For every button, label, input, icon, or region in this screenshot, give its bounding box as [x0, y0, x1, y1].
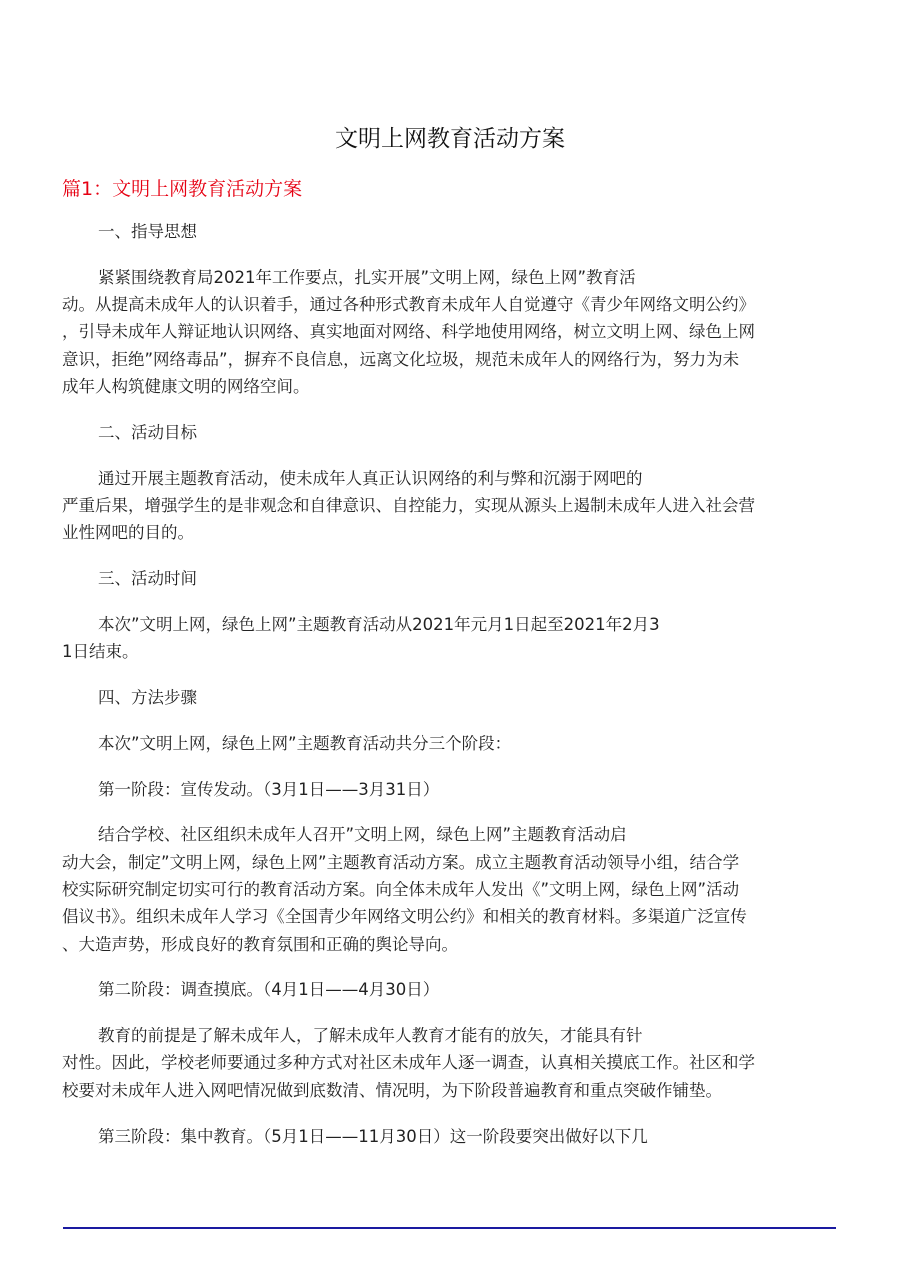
paragraph-line: 教育的前提是了解未成年人，了解未成年人教育才能有的放矢，才能具有针 [98, 1026, 643, 1046]
paragraph-line: ，引导未成年人辩证地认识网络、真实地面对网络、科学地使用网络，树立文明上网、绿色上网 [62, 322, 755, 342]
paragraph-heading-line: 第三阶段：集中教育。（5月1日——11月30日）这一阶段要突出做好以下几 [98, 1126, 648, 1146]
paragraph-heading-line: 第二阶段：调查摸底。（4月1日——4月30日） [98, 980, 440, 1000]
paragraph-heading-line: 四、方法步骤 [98, 687, 197, 707]
footer-divider [63, 1227, 836, 1229]
paragraph-heading-line: 二、活动目标 [98, 422, 197, 442]
document-title: 文明上网教育活动方案 [335, 126, 565, 152]
paragraph-line: 、大造声势，形成良好的教育氛围和正确的舆论导向。 [62, 934, 458, 954]
paragraph-line: 动。从提高未成年人的认识着手，通过各种形式教育未成年人自觉遵守《青少年网络文明公约》 [62, 295, 755, 315]
paragraph-line: 本次”文明上网，绿色上网”主题教育活动从2021年元月1日起至2021年2月3 [98, 614, 660, 634]
paragraph-line: 对性。因此，学校老师要通过多种方式对社区未成年人逐一调查，认真相关摸底工作。社区和学 [62, 1053, 755, 1073]
paragraph-line: 结合学校、社区组织未成年人召开”文明上网，绿色上网”主题教育活动启 [98, 825, 627, 845]
paragraph-line: 倡议书》。组织未成年人学习《全国青少年网络文明公约》和相关的教育材料。多渠道广泛宣传 [62, 907, 747, 927]
paragraph-line: 业性网吧的目的。 [62, 523, 194, 543]
paragraph-line: 校实际研究制定切实可行的教育活动方案。向全体未成年人发出《”文明上网，绿色上网”活动 [62, 879, 740, 899]
paragraph-line: 紧紧围绕教育局2021年工作要点，扎实开展”文明上网，绿色上网”教育活 [98, 267, 636, 287]
paragraph-heading-line: 本次”文明上网，绿色上网”主题教育活动共分三个阶段： [98, 733, 512, 753]
paragraph-line: 通过开展主题教育活动，使未成年人真正认识网络的利与弊和沉溺于网吧的 [98, 468, 643, 488]
paragraph-line: 校要对未成年人进入网吧情况做到底数清、情况明，为下阶段普遍教育和重点突破作铺垫。 [62, 1080, 722, 1100]
paragraph-heading-line: 第一阶段：宣传发动。（3月1日——3月31日） [98, 779, 440, 799]
section-heading: 篇1：文明上网教育活动方案 [62, 178, 303, 200]
paragraph-line: 1日结束。 [62, 642, 139, 662]
paragraph-line: 动大会，制定”文明上网，绿色上网”主题教育活动方案。成立主题教育活动领导小组，结合学 [62, 852, 740, 872]
paragraph-line: 成年人构筑健康文明的网络空间。 [62, 377, 310, 396]
paragraph-heading-line: 三、活动时间 [98, 569, 197, 588]
paragraph-line: 严重后果，增强学生的是非观念和自律意识、自控能力，实现从源头上遏制未成年人进入社会营 [62, 495, 755, 515]
paragraph-heading-line: 一、指导思想 [98, 222, 197, 241]
paragraph-line: 意识，拒绝”网络毒品”，摒弃不良信息，远离文化垃圾，规范未成年人的网络行为，努力为未 [62, 349, 740, 369]
